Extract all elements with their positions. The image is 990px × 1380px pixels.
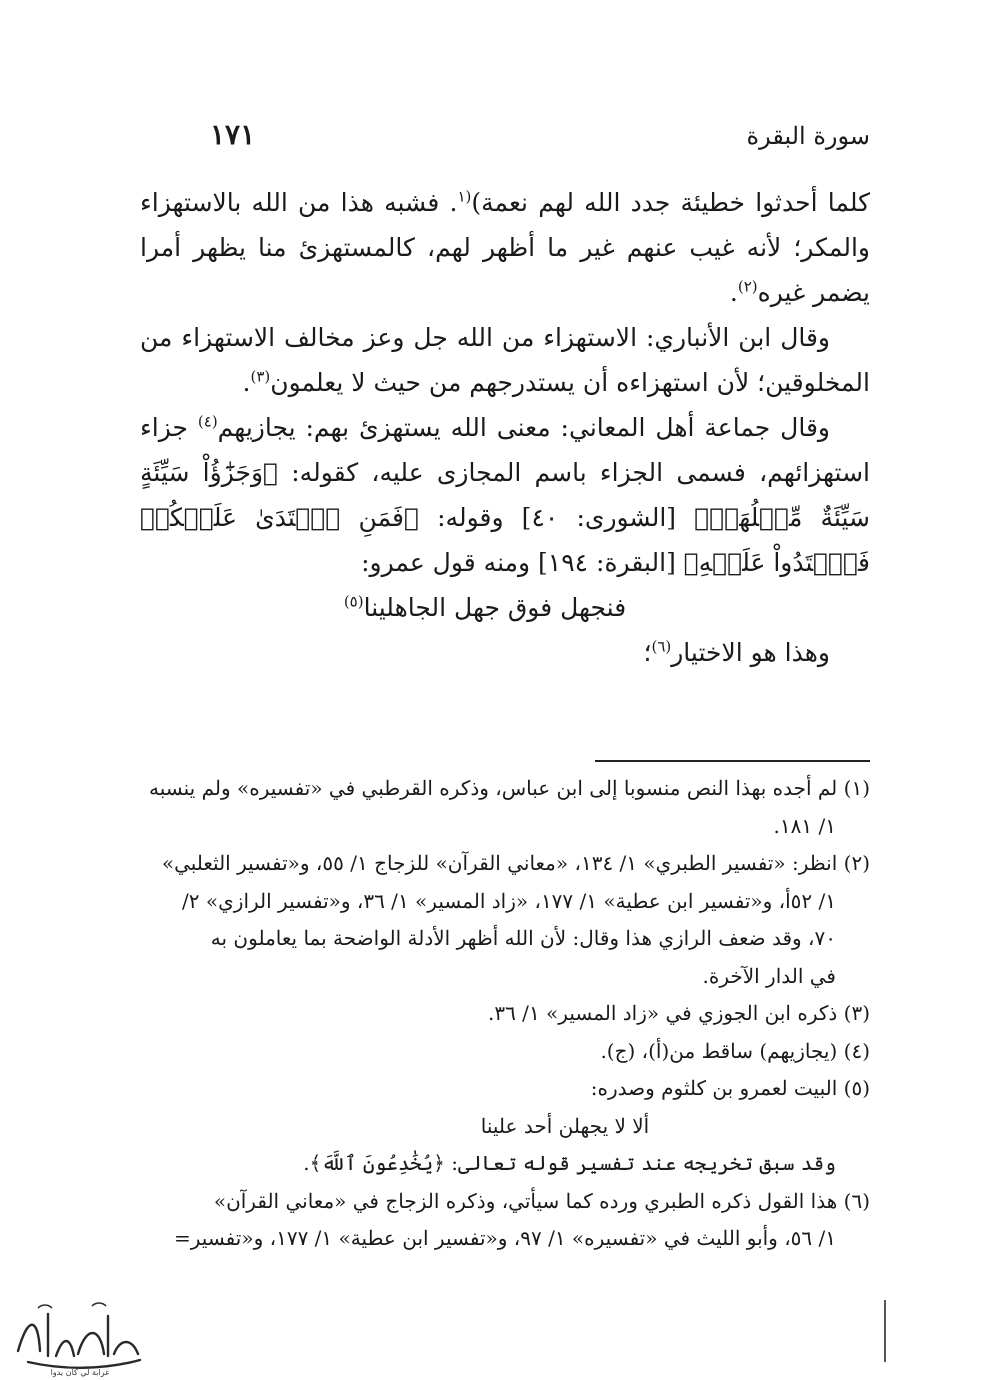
page-header (200, 118, 870, 158)
calligraphy-watermark-logo (8, 1296, 153, 1378)
paragraph-1-text-c: . (729, 278, 738, 307)
paragraph-3-text-b: جزاء استهزائهم، فسمى الجزاء باسم المجازى عليه، كقوله: ﴿وَجَزَٰٓؤُاْ سَيِّئَةٍ سَيِّئَةٌ مِّثۡلُهَاۖ﴾ [الشورى: ٤٠] وقوله: ﴿فَمَنِ ٱعۡتَدَىٰ عَلَيۡكُمۡ فَٱعۡتَدُواْ عَلَيۡهِ﴾ [البقرة: ١٩٤] ومنه قول عمرو: (140, 413, 870, 577)
footnote-6-continuation: ١/ ٥٦، وأبو الليث في «تفسيره» ١/ ٩٧، و«تفسير ابن عطية» ١/ ١٧٧، و«تفسير= (174, 1226, 836, 1250)
paragraph-4-text-a: وهذا هو الاختيار (671, 638, 830, 667)
footnote-3: (٣) ذكره ابن الجوزي في «زاد المسير» ١/ ٣٦. (487, 1001, 870, 1025)
footnote-6: (٦) هذا القول ذكره الطبري ورده كما سيأتي، وذكره الزجاج في «معاني القرآن» (213, 1188, 870, 1213)
footnote-1: (١) لم أجده بهذا النص منسوبا إلى ابن عباس، وذكره القرطبي في «تفسيره» ولم ينسبه (149, 776, 870, 800)
poetry-verse-text: فنجهل فوق جهل الجاهلينا (363, 593, 627, 622)
paragraph-1-text-b: . فشبه هذا من الله بالاستهزاء والمكر؛ لأنه غيب عنهم غير ما أظهر لهم، كالمستهزئ منا يظهر أمرا يضمر غيره (140, 188, 870, 307)
paragraph-3-text-a: وقال جماعة أهل المعاني: معنى الله يستهزئ بهم: يجازيهم (217, 413, 830, 442)
footnote-ref-1: (١ (457, 187, 472, 206)
paragraph-1-text-a: كلما أحدثوا خطيئة جدد الله لهم نعمة) (471, 188, 870, 217)
footnote-1-continuation: ١/ ١٨١. (773, 813, 836, 838)
watermark-subtext: غرابة لي كان يدوا (50, 1368, 110, 1377)
footnotes (140, 770, 870, 1258)
footnote-ref-3: (٣) (250, 367, 271, 386)
page-number: ١٧١ (210, 118, 256, 151)
paragraph-2-text-b: . (242, 368, 251, 397)
footnote-ref-4: (٤) (197, 412, 218, 431)
footnote-5: (٥) البيت لعمرو بن كلثوم وصدره: (590, 1076, 870, 1100)
main-text (140, 180, 870, 675)
footnote-2-continuation-3: في الدار الآخرة. (702, 963, 836, 988)
paragraph-2 (140, 315, 870, 405)
footnote-5-poem: ألا لا يجهلن أحد علينا (480, 1113, 650, 1138)
paragraph-2-text-a: وقال ابن الأنباري: الاستهزاء من الله جل وعز مخالف الاستهزاء من المخلوقين؛ لأن استهزاءه أن يستدرجهم من حيث لا يعلمون (140, 323, 870, 397)
paragraph-1 (140, 180, 870, 315)
footnote-ref-6: (٦) (651, 637, 672, 656)
footnote-2-continuation-2: ٧٠، وقد ضعف الرازي هذا وقال: لأن الله أظهر الأدلة الواضحة بما يعاملون به (210, 926, 836, 950)
footnote-2-continuation-1: ١/ ٥٢أ، و«تفسير ابن عطية» ١/ ١٧٧، «زاد المسير» ١/ ٣٦، و«تفسير الرازي» ٢/ (182, 888, 836, 913)
margin-rule (884, 1300, 886, 1362)
footnote-separator (595, 760, 870, 762)
poetry-verse (140, 585, 870, 630)
footnote-5-continuation: وقد سبق تخريجه عند تفسير قوله تعالى: ﴿يُخَٰدِعُونَ ٱللَّهَ﴾. (303, 1151, 836, 1175)
surah-title: سورة البقرة (746, 122, 870, 150)
footnote-ref-2: (٢) (737, 277, 758, 296)
footnote-2: (٢) انظر: «تفسير الطبري» ١/ ١٣٤، «معاني القرآن» للزجاج ١/ ٥٥، و«تفسير الثعلبي» (161, 851, 870, 875)
paragraph-3 (140, 405, 870, 585)
footnote-ref-5: (٥) (343, 592, 364, 611)
paragraph-4-text-b: ؛ (643, 638, 652, 667)
footnote-4: (٤) (يجازيهم) ساقط من(أ)، (ج). (600, 1038, 870, 1063)
paragraph-4 (140, 630, 870, 675)
